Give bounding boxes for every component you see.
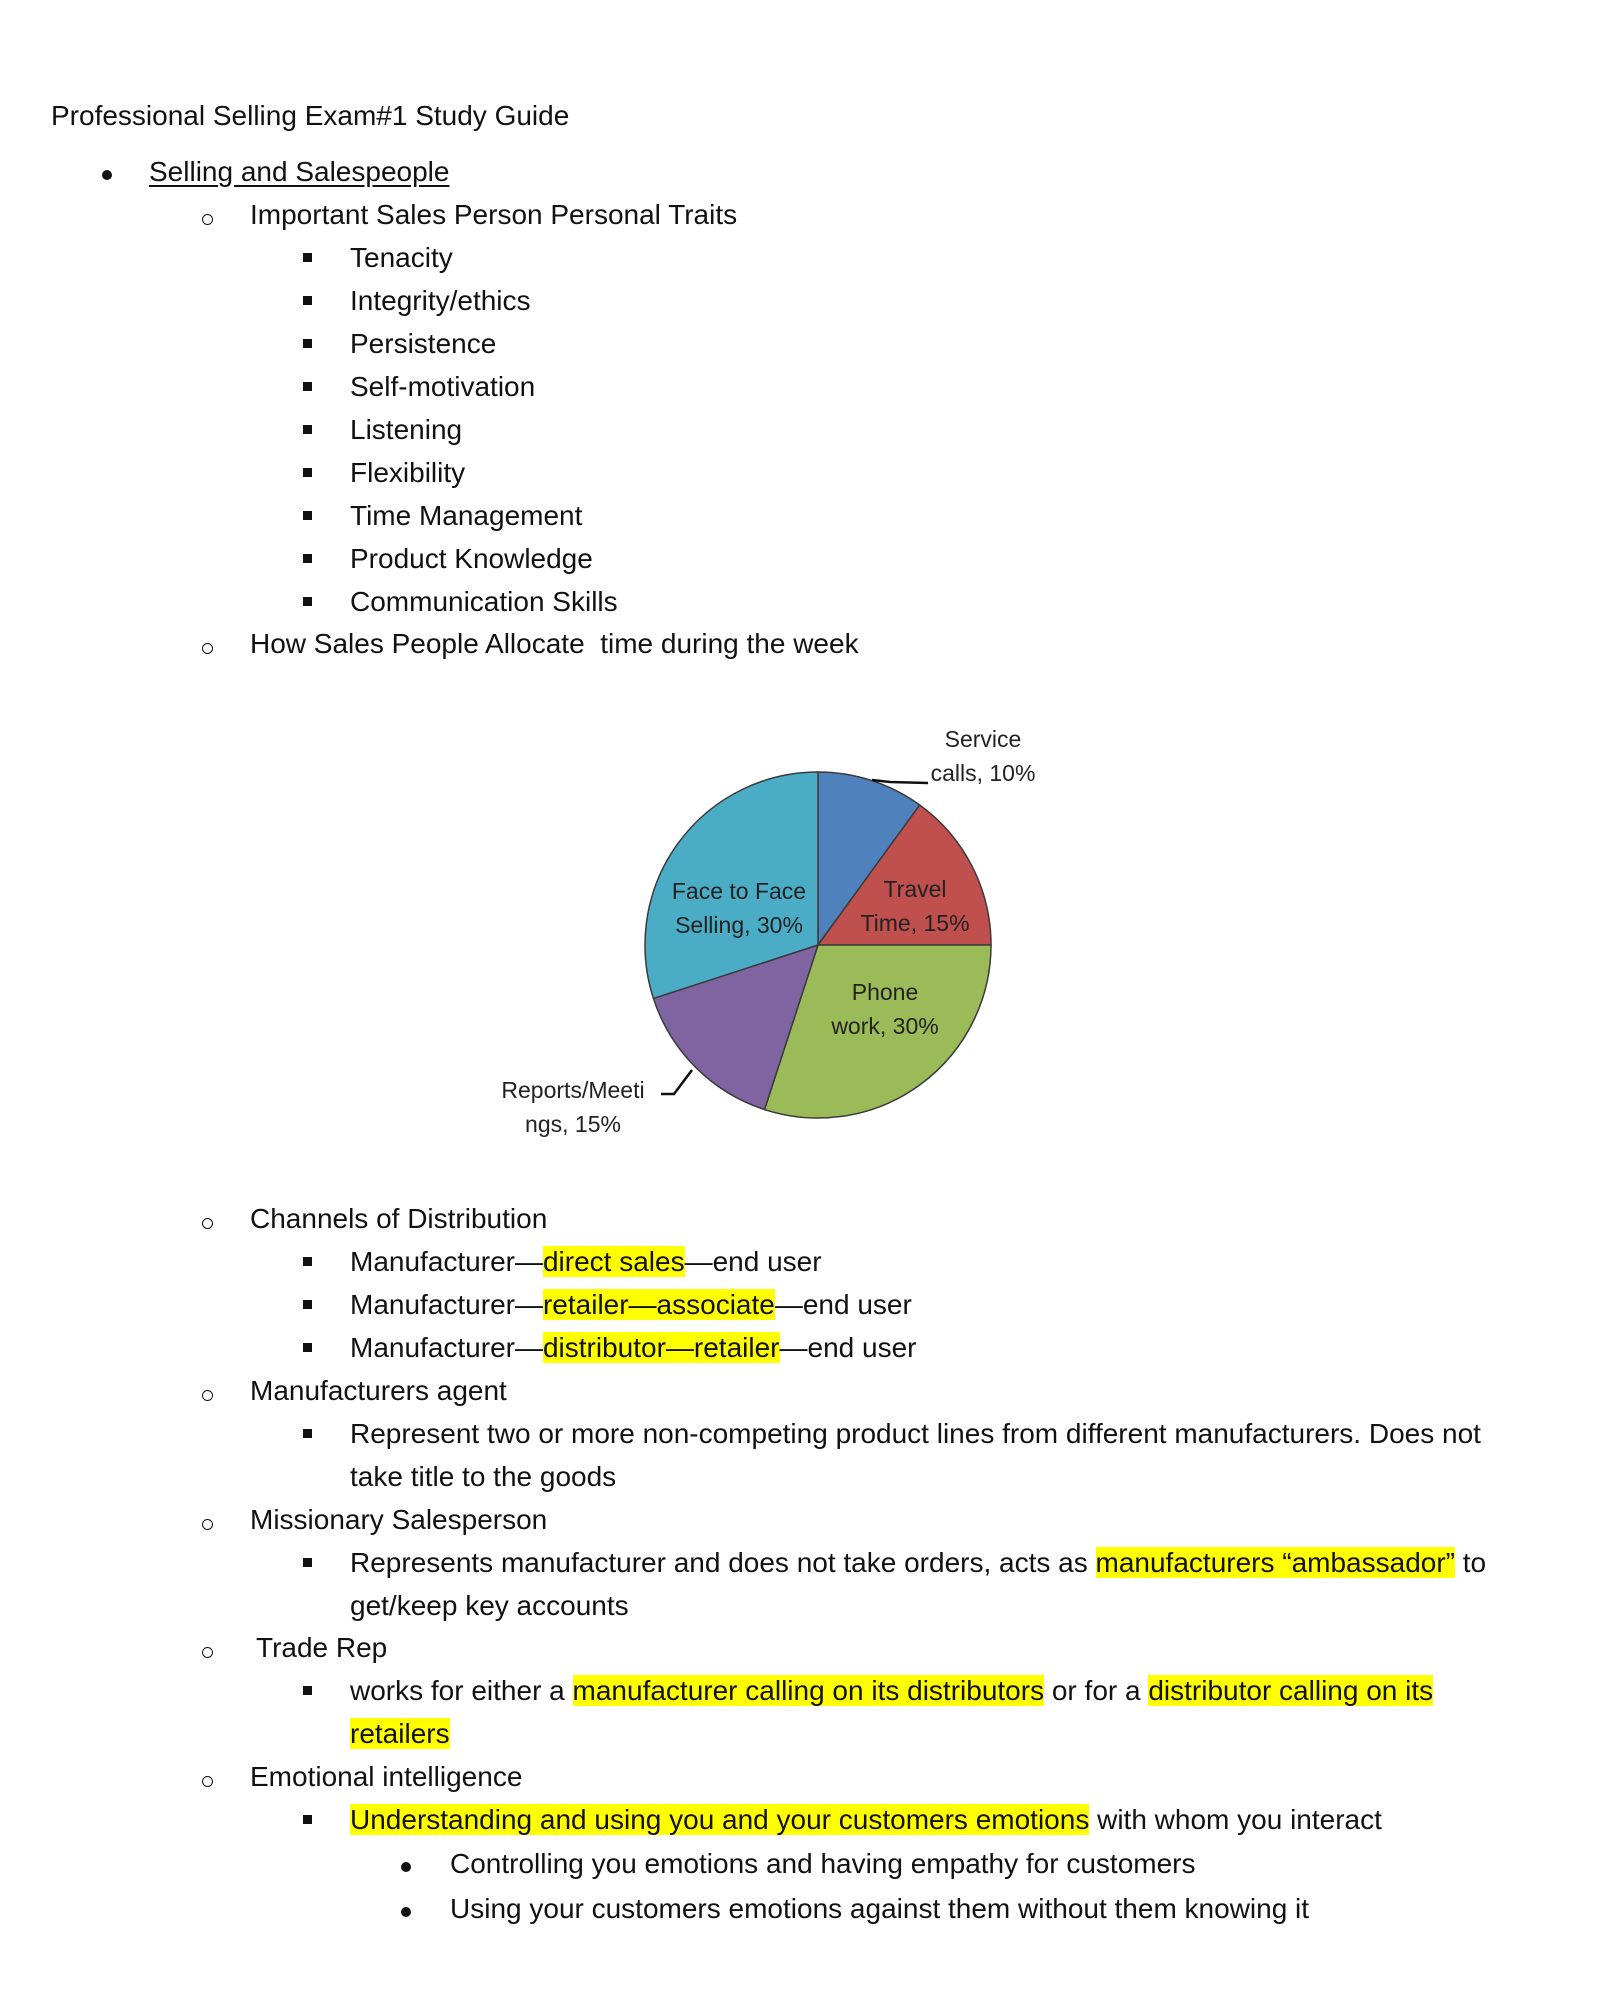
slice-label-travel-line2: Time, 15% xyxy=(860,910,970,936)
channel-text: —end user xyxy=(774,1289,912,1320)
trait-item: Listening xyxy=(350,414,463,445)
channel-text: Manufacturer— xyxy=(350,1332,543,1363)
trade-text: or for a xyxy=(1044,1675,1149,1706)
slice-label-facetoface-line2: Selling, 30% xyxy=(675,912,803,938)
slice-label-phone-line2: work, 30% xyxy=(831,1013,939,1039)
highlighted-text: manufacturers “ambassador” xyxy=(1095,1547,1455,1578)
ei-text xyxy=(350,1804,1382,1836)
highlighted-text: Understanding and using you and your customers emotions xyxy=(350,1804,1090,1835)
bullet-dot xyxy=(401,1907,411,1917)
bullet-square xyxy=(303,425,312,434)
highlighted-text: retailer—associate xyxy=(542,1289,775,1320)
highlighted-text: manufacturer calling on its distributors xyxy=(572,1675,1045,1706)
missionary-text-line1 xyxy=(350,1547,1486,1579)
bullet-dot xyxy=(401,1862,411,1872)
trade-text-line1 xyxy=(350,1675,1433,1707)
highlighted-text: retailers xyxy=(350,1718,450,1749)
bullet-square xyxy=(303,597,312,606)
trait-item: Time Management xyxy=(350,500,583,531)
bullet-square xyxy=(303,1815,312,1824)
channels-heading: Channels of Distribution xyxy=(250,1203,548,1234)
bullet-square xyxy=(303,296,312,305)
bullet-square xyxy=(303,253,312,262)
traits-heading: Important Sales Person Personal Traits xyxy=(250,199,738,230)
bullet-square xyxy=(303,1429,312,1438)
trait-item: Self-motivation xyxy=(350,371,536,402)
ei-heading: Emotional intelligence xyxy=(250,1761,523,1792)
bullet-square xyxy=(303,1343,312,1352)
ei-text-rest: with whom you interact xyxy=(1089,1804,1382,1835)
bullet-square xyxy=(303,1300,312,1309)
trade-heading: Trade Rep xyxy=(256,1632,388,1663)
trait-item: Communication Skills xyxy=(350,586,618,617)
bullet-square xyxy=(303,468,312,477)
missionary-text: to xyxy=(1455,1547,1487,1578)
bullet-circle xyxy=(202,214,213,225)
highlighted-text: direct sales xyxy=(542,1246,685,1277)
missionary-text: Represents manufacturer and does not take orders, acts as xyxy=(350,1547,1096,1578)
slice-label-reports-line2: ngs, 15% xyxy=(525,1111,621,1137)
leader-line-service-calls xyxy=(872,780,928,783)
ei-subitem: Using your customers emotions against them without them knowing it xyxy=(450,1893,1310,1924)
channel-item xyxy=(350,1289,912,1321)
highlighted-text: distributor—retailer xyxy=(542,1332,780,1363)
channel-text: —end user xyxy=(684,1246,822,1277)
ei-subitem: Controlling you emotions and having empathy for customers xyxy=(450,1848,1196,1879)
allocate-heading: How Sales People Allocate time during the week xyxy=(250,628,859,659)
bullet-square xyxy=(303,1257,312,1266)
missionary-text-line2: get/keep key accounts xyxy=(350,1590,629,1621)
channel-item xyxy=(350,1332,916,1364)
channel-item xyxy=(350,1246,822,1278)
trait-item: Persistence xyxy=(350,328,497,359)
channel-text: Manufacturer— xyxy=(350,1246,543,1277)
slice-label-reports-line1: Reports/Meeti xyxy=(501,1077,645,1103)
bullet-square xyxy=(303,1558,312,1567)
bullet-square xyxy=(303,339,312,348)
agent-heading: Manufacturers agent xyxy=(250,1375,507,1406)
slice-label-service-line1: Service xyxy=(944,726,1022,752)
slice-label-facetoface-line1: Face to Face xyxy=(671,878,807,904)
section-heading: Selling and Salespeople xyxy=(149,156,450,187)
bullet-circle xyxy=(202,643,213,654)
trade-text-line2 xyxy=(350,1718,450,1750)
trait-item: Flexibility xyxy=(350,457,466,488)
trait-item: Tenacity xyxy=(350,242,453,273)
bullet-dot xyxy=(102,170,112,180)
bullet-circle xyxy=(202,1519,213,1530)
channel-text: —end user xyxy=(779,1332,917,1363)
agent-text-line1: Represent two or more non-competing product lines from different manufacturers. Does not xyxy=(350,1418,1481,1449)
bullet-square xyxy=(303,554,312,563)
bullet-square xyxy=(303,1686,312,1695)
channel-text: Manufacturer— xyxy=(350,1289,543,1320)
bullet-square xyxy=(303,382,312,391)
slice-label-travel-line1: Travel xyxy=(883,876,947,902)
highlighted-text: distributor calling on its xyxy=(1148,1675,1434,1706)
trait-item: Product Knowledge xyxy=(350,543,593,574)
missionary-heading: Missionary Salesperson xyxy=(250,1504,548,1535)
time-allocation-pie-chart xyxy=(0,700,1600,1200)
bullet-circle xyxy=(202,1776,213,1787)
bullet-circle xyxy=(202,1390,213,1401)
slice-label-phone-line1: Phone xyxy=(851,979,919,1005)
trade-text: works for either a xyxy=(350,1675,573,1706)
agent-text-line2: take title to the goods xyxy=(350,1461,617,1492)
leader-line-reports-meetings xyxy=(661,1070,692,1094)
trait-item: Integrity/ethics xyxy=(350,285,531,316)
bullet-circle xyxy=(202,1647,213,1658)
bullet-square xyxy=(303,511,312,520)
page-title: Professional Selling Exam#1 Study Guide xyxy=(51,100,570,131)
slice-label-service-line2: calls, 10% xyxy=(930,760,1036,786)
bullet-circle xyxy=(202,1218,213,1229)
